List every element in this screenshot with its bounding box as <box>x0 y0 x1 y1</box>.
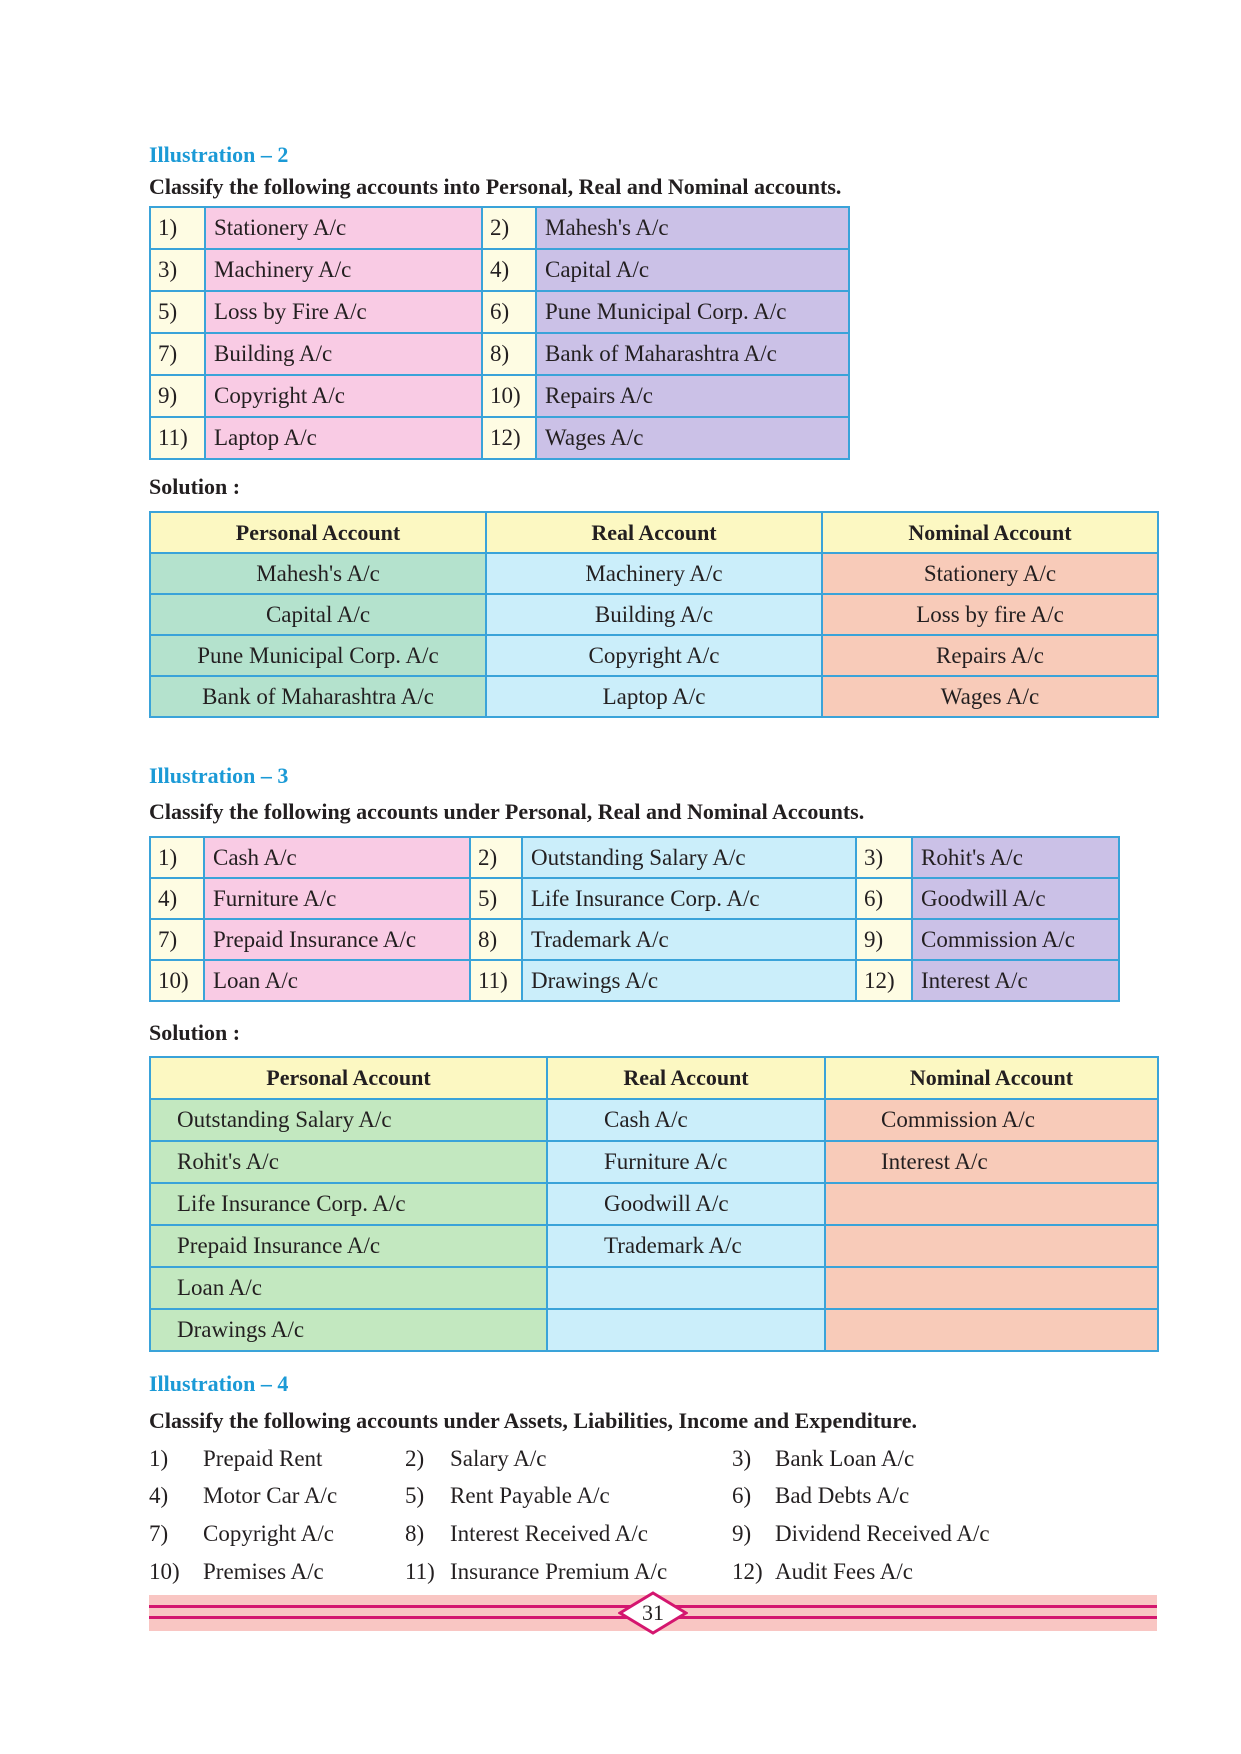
item-label: Bank Loan A/c <box>775 1446 915 1471</box>
account-name: Drawings A/c <box>522 960 856 1001</box>
account-name: Wages A/c <box>536 417 849 459</box>
item-number: 11) <box>405 1559 435 1584</box>
item-label: Bad Debts A/c <box>775 1483 910 1508</box>
account-number: 4) <box>482 249 536 291</box>
item-number: 1) <box>149 1446 169 1471</box>
account-number: 7) <box>150 919 204 960</box>
account-number: 3) <box>150 249 205 291</box>
account-number: 9) <box>856 919 912 960</box>
account-name: Loss by Fire A/c <box>205 291 482 333</box>
account-number: 8) <box>482 333 536 375</box>
illustration-2-accounts-table <box>149 206 850 460</box>
real-account-cell: Machinery A/c <box>486 553 822 594</box>
list-row <box>0 1515 1241 1553</box>
table-row <box>150 375 849 417</box>
real-account-cell: Trademark A/c <box>547 1225 825 1267</box>
account-number: 6) <box>856 878 912 919</box>
table-header-row <box>150 512 1158 553</box>
item-number: 7) <box>149 1521 169 1546</box>
table-row <box>150 635 1158 676</box>
item-label: Dividend Received A/c <box>775 1521 990 1546</box>
real-account-cell <box>547 1267 825 1309</box>
account-number: 2) <box>470 837 522 878</box>
item-label: Motor Car A/c <box>203 1483 338 1508</box>
table-row <box>150 878 1119 919</box>
account-name: Interest A/c <box>912 960 1119 1001</box>
account-number: 1) <box>150 207 205 249</box>
list-row <box>0 1553 1241 1591</box>
account-number: 9) <box>150 375 205 417</box>
nominal-account-cell <box>825 1267 1158 1309</box>
account-name: Trademark A/c <box>522 919 856 960</box>
solution-label: Solution : <box>149 474 241 499</box>
column-header-real: Real Account <box>486 512 822 553</box>
account-number: 12) <box>482 417 536 459</box>
nominal-account-cell: Stationery A/c <box>822 553 1158 594</box>
item-number: 4) <box>149 1483 169 1508</box>
personal-account-cell: Life Insurance Corp. A/c <box>150 1183 547 1225</box>
account-number: 7) <box>150 333 205 375</box>
account-number: 1) <box>150 837 204 878</box>
account-name: Laptop A/c <box>205 417 482 459</box>
personal-account-cell: Drawings A/c <box>150 1309 547 1351</box>
item-number: 9) <box>732 1521 752 1546</box>
table-row <box>150 1141 1158 1183</box>
account-name: Commission A/c <box>912 919 1119 960</box>
item-number: 3) <box>732 1446 752 1471</box>
column-header-real: Real Account <box>547 1057 825 1099</box>
real-account-cell: Cash A/c <box>547 1099 825 1141</box>
item-number: 12) <box>732 1559 763 1584</box>
account-name: Pune Municipal Corp. A/c <box>536 291 849 333</box>
nominal-account-cell <box>825 1309 1158 1351</box>
item-number: 8) <box>405 1521 425 1546</box>
column-header-nominal: Nominal Account <box>825 1057 1158 1099</box>
account-number: 4) <box>150 878 204 919</box>
account-name: Rohit's A/c <box>912 837 1119 878</box>
nominal-account-cell: Loss by fire A/c <box>822 594 1158 635</box>
real-account-cell: Laptop A/c <box>486 676 822 717</box>
personal-account-cell: Rohit's A/c <box>150 1141 547 1183</box>
table-row <box>150 960 1119 1001</box>
illustration-2-solution-table <box>149 511 1159 718</box>
table-header-row <box>150 1057 1158 1099</box>
real-account-cell <box>547 1309 825 1351</box>
table-row <box>150 291 849 333</box>
personal-account-cell: Capital A/c <box>150 594 486 635</box>
account-number: 8) <box>470 919 522 960</box>
item-label: Prepaid Rent <box>203 1446 323 1471</box>
table-row <box>150 1309 1158 1351</box>
item-label: Rent Payable A/c <box>450 1483 610 1508</box>
account-name: Loan A/c <box>204 960 470 1001</box>
real-account-cell: Goodwill A/c <box>547 1183 825 1225</box>
table-row <box>150 417 849 459</box>
item-label: Interest Received A/c <box>450 1521 648 1546</box>
nominal-account-cell <box>825 1225 1158 1267</box>
page-number: 31 <box>642 1600 664 1625</box>
account-name: Prepaid Insurance A/c <box>204 919 470 960</box>
account-number: 11) <box>150 417 205 459</box>
list-row <box>0 1440 1241 1478</box>
illustration-2-title: Illustration – 2 <box>149 142 289 167</box>
item-label: Insurance Premium A/c <box>450 1559 668 1584</box>
account-name: Cash A/c <box>204 837 470 878</box>
item-number: 2) <box>405 1446 425 1471</box>
account-number: 6) <box>482 291 536 333</box>
solution-label: Solution : <box>149 1020 241 1045</box>
list-row <box>0 1477 1241 1515</box>
table-row <box>150 919 1119 960</box>
account-name: Machinery A/c <box>205 249 482 291</box>
account-number: 11) <box>470 960 522 1001</box>
table-row <box>150 676 1158 717</box>
account-number: 10) <box>482 375 536 417</box>
account-number: 5) <box>470 878 522 919</box>
table-row <box>150 1267 1158 1309</box>
personal-account-cell: Loan A/c <box>150 1267 547 1309</box>
account-name: Bank of Maharashtra A/c <box>536 333 849 375</box>
real-account-cell: Building A/c <box>486 594 822 635</box>
nominal-account-cell: Interest A/c <box>825 1141 1158 1183</box>
item-label: Salary A/c <box>450 1446 547 1471</box>
table-row <box>150 1225 1158 1267</box>
personal-account-cell: Pune Municipal Corp. A/c <box>150 635 486 676</box>
account-number: 2) <box>482 207 536 249</box>
item-label: Premises A/c <box>203 1559 324 1584</box>
table-row <box>150 1183 1158 1225</box>
item-number: 5) <box>405 1483 425 1508</box>
account-number: 12) <box>856 960 912 1001</box>
illustration-3-title: Illustration – 3 <box>149 763 289 788</box>
column-header-nominal: Nominal Account <box>822 512 1158 553</box>
illustration-3-question: Classify the following accounts under Personal, Real and Nominal Accounts. <box>149 799 865 824</box>
account-name: Stationery A/c <box>205 207 482 249</box>
nominal-account-cell <box>825 1183 1158 1225</box>
nominal-account-cell: Repairs A/c <box>822 635 1158 676</box>
illustration-2-question: Classify the following accounts into Personal, Real and Nominal accounts. <box>149 174 842 199</box>
table-row <box>150 1099 1158 1141</box>
item-label: Copyright A/c <box>203 1521 334 1546</box>
table-row <box>150 249 849 291</box>
account-name: Mahesh's A/c <box>536 207 849 249</box>
personal-account-cell: Prepaid Insurance A/c <box>150 1225 547 1267</box>
account-name: Life Insurance Corp. A/c <box>522 878 856 919</box>
item-number: 10) <box>149 1559 180 1584</box>
account-name: Capital A/c <box>536 249 849 291</box>
account-number: 5) <box>150 291 205 333</box>
account-name: Outstanding Salary A/c <box>522 837 856 878</box>
illustration-4-question: Classify the following accounts under Assets, Liabilities, Income and Expenditure. <box>149 1408 918 1433</box>
personal-account-cell: Bank of Maharashtra A/c <box>150 676 486 717</box>
personal-account-cell: Mahesh's A/c <box>150 553 486 594</box>
account-number: 3) <box>856 837 912 878</box>
personal-account-cell: Outstanding Salary A/c <box>150 1099 547 1141</box>
account-name: Goodwill A/c <box>912 878 1119 919</box>
table-row <box>150 207 849 249</box>
account-name: Repairs A/c <box>536 375 849 417</box>
account-name: Copyright A/c <box>205 375 482 417</box>
account-name: Furniture A/c <box>204 878 470 919</box>
table-row <box>150 553 1158 594</box>
account-number: 10) <box>150 960 204 1001</box>
item-label: Audit Fees A/c <box>775 1559 913 1584</box>
item-number: 6) <box>732 1483 752 1508</box>
illustration-4-title: Illustration – 4 <box>149 1371 289 1396</box>
real-account-cell: Furniture A/c <box>547 1141 825 1183</box>
table-row <box>150 594 1158 635</box>
account-name: Building A/c <box>205 333 482 375</box>
illustration-3-solution-table <box>149 1056 1159 1352</box>
nominal-account-cell: Commission A/c <box>825 1099 1158 1141</box>
column-header-personal: Personal Account <box>150 1057 547 1099</box>
nominal-account-cell: Wages A/c <box>822 676 1158 717</box>
table-row <box>150 333 849 375</box>
real-account-cell: Copyright A/c <box>486 635 822 676</box>
column-header-personal: Personal Account <box>150 512 486 553</box>
illustration-3-accounts-table <box>149 836 1120 1002</box>
table-row <box>150 837 1119 878</box>
